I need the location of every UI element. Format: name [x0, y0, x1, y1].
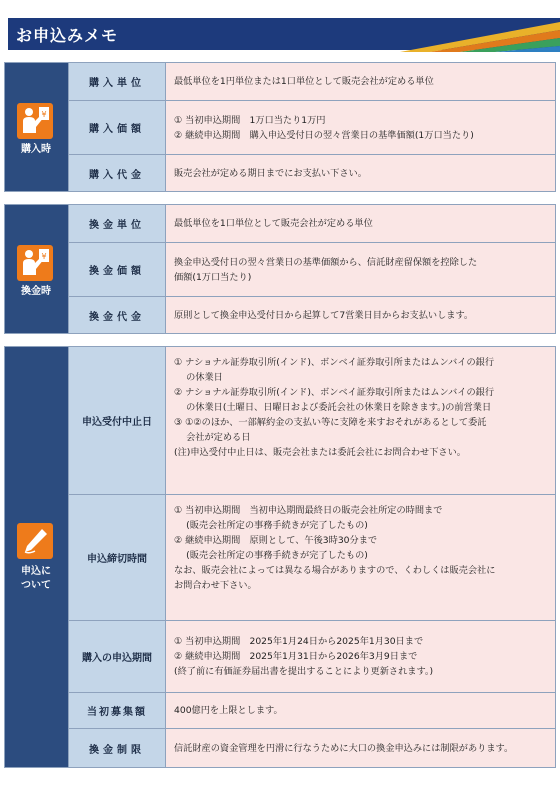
- table-row: [69, 729, 555, 767]
- content-line: ② ナショナル証券取引所(インド)、ボンベイ証券取引所またはムンバイの銀行: [174, 387, 495, 398]
- content-line: (終了前に有価証券届出書を提出することにより更新されます。): [174, 666, 434, 677]
- content-line: (注)申込受付中止日は、販売会社または委託会社にお問合わせ下さい。: [174, 447, 466, 458]
- content-line: お問合わせ下さい。: [174, 580, 257, 591]
- category-label: 換金時: [21, 286, 51, 297]
- table-row: [69, 155, 555, 191]
- row-content: [166, 297, 555, 333]
- table-row: [69, 621, 555, 693]
- table-row: [69, 205, 555, 243]
- content-line: ① 当初申込期間 2025年1月24日から2025年1月30日まで: [174, 636, 424, 647]
- page-title: お申込みメモ: [16, 26, 119, 45]
- row-content: [166, 101, 555, 154]
- row-content: [166, 621, 555, 692]
- table-row: [69, 63, 555, 101]
- person-with-yen-icon: [17, 103, 53, 139]
- content-line: ① 当初申込期間 1万口当たり1万円: [174, 114, 326, 126]
- content-line: (販売会社所定の事務手続きが完了したもの): [174, 520, 368, 531]
- row-label: 当初募集額: [69, 693, 166, 728]
- row-label: 換金単位: [69, 205, 166, 242]
- content-line: ③ ①②のほか、一部解約金の支払い等に支障を来すおそれがあるとして委託: [174, 417, 487, 428]
- content-line: 最低単位を1口単位として販売会社が定める単位: [174, 218, 373, 229]
- section-application: [4, 346, 556, 768]
- content-line: 換金申込受付日の翌々営業日の基準価額から、信託財産留保額を控除した: [174, 256, 478, 268]
- page-header: [0, 14, 560, 54]
- row-content: [166, 729, 555, 767]
- row-label: 購入単位: [69, 63, 166, 100]
- content-line: 信託財産の資金管理を円滑に行なうために大口の換金申込みには制限があります。: [174, 742, 514, 754]
- row-label: 申込受付中止日: [69, 347, 166, 494]
- header-decoration: [360, 16, 560, 52]
- row-label: 購入代金: [69, 155, 166, 191]
- content-line: (販売会社所定の事務手続きが完了したもの): [174, 550, 368, 561]
- row-label: 換金価額: [69, 243, 166, 296]
- row-content: [166, 693, 555, 728]
- row-content: [166, 63, 555, 100]
- svg-text:¥: ¥: [41, 252, 47, 261]
- content-line: 会社が定める日: [174, 432, 251, 443]
- content-line: なお、販売会社によっては異なる場合がありますので、くわしくは販売会社に: [174, 565, 496, 576]
- content-line: 販売会社が定める期日までにお支払い下さい。: [174, 167, 367, 179]
- category-label: 購入時: [21, 144, 51, 155]
- content-line: ② 継続申込期間 購入申込受付日の翌々営業日の基準価額(1万口当たり): [174, 129, 474, 141]
- table-row: [69, 693, 555, 729]
- content-line: ① 当初申込期間 当初申込期間最終日の販売会社所定の時間まで: [174, 505, 443, 516]
- table-row: [69, 495, 555, 621]
- row-content: [166, 347, 555, 494]
- content-line: の休業日: [174, 372, 223, 383]
- row-content: [166, 155, 555, 191]
- content-line: ① ナショナル証券取引所(インド)、ボンベイ証券取引所またはムンバイの銀行: [174, 357, 495, 368]
- row-content: [166, 243, 555, 296]
- content-line: 価額(1万口当たり): [174, 271, 252, 283]
- row-label: 換金制限: [69, 729, 166, 767]
- row-label: 換金代金: [69, 297, 166, 333]
- content-line: ② 継続申込期間 原則として、午後3時30分まで: [174, 535, 378, 546]
- category-label-line1: 申込に: [21, 566, 51, 577]
- section-purchase: [4, 62, 556, 192]
- table-row: [69, 243, 555, 297]
- content-line: ② 継続申込期間 2025年1月31日から2026年3月9日まで: [174, 651, 418, 662]
- row-content: [166, 495, 555, 620]
- svg-text:¥: ¥: [41, 110, 47, 119]
- content-line: 最低単位を1円単位または1口単位として販売会社が定める単位: [174, 76, 434, 87]
- section-redemption: [4, 204, 556, 334]
- category-application: [5, 347, 69, 767]
- row-label: 購入の申込期間: [69, 621, 166, 692]
- table-row: [69, 297, 555, 333]
- content-line: の休業日(土曜日、日曜日および委託会社の休業日を除きます。)の前営業日: [174, 402, 492, 413]
- category-label-line2: ついて: [21, 580, 51, 591]
- content-line: 原則として換金申込受付日から起算して7営業日目からお支払いします。: [174, 309, 474, 321]
- pen-icon: [17, 523, 53, 559]
- row-label: 購入価額: [69, 101, 166, 154]
- content-line: 400億円を上限とします。: [174, 705, 283, 716]
- table-row: [69, 101, 555, 155]
- person-with-yen-icon: [17, 245, 53, 281]
- row-content: [166, 205, 555, 242]
- row-label: 申込締切時間: [69, 495, 166, 620]
- table-row: [69, 347, 555, 495]
- category-purchase: [5, 63, 69, 191]
- category-redemption: [5, 205, 69, 333]
